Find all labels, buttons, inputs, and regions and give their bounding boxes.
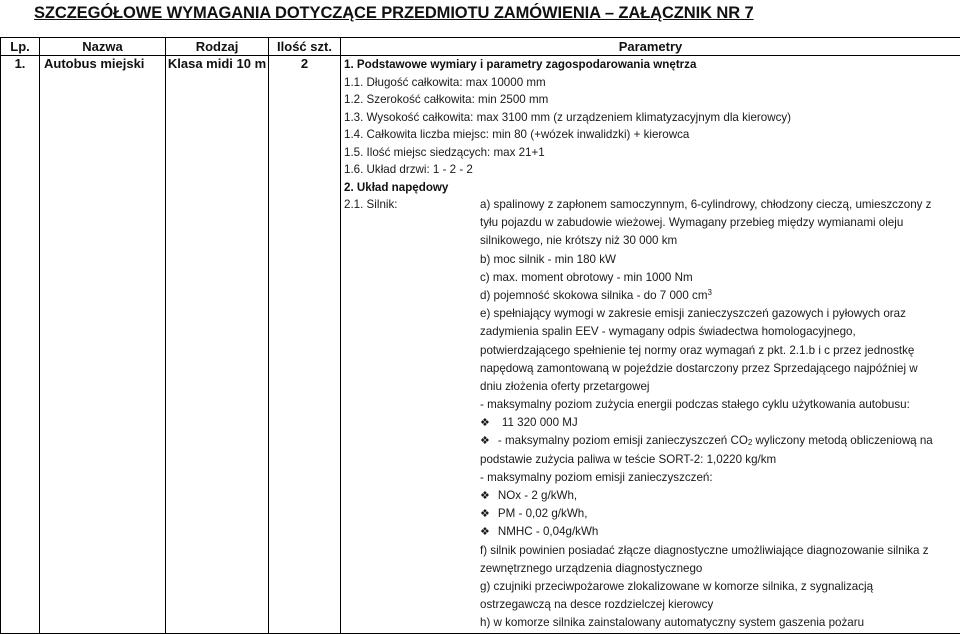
header-rodzaj: Rodzaj <box>166 38 269 56</box>
bullet-line <box>480 414 960 432</box>
diamond-bullet-icon: ❖ <box>480 490 490 502</box>
pm-value: PM - 0,02 g/kWh, <box>498 507 588 520</box>
param-1-6: 1.6. Układ drzwi: 1 - 2 - 2 <box>341 161 960 179</box>
bullet-line <box>480 523 960 541</box>
cell-lp: 1. <box>1 56 40 634</box>
silnik-line: a) spalinowy z zapłonem samoczynnym, 6-cylindrowy, chłodzony cieczą, umieszczony z <box>480 196 960 214</box>
cell-parametry <box>341 56 960 634</box>
silnik-line: g) czujniki przeciwpożarowe zlokalizowane w komorze silnika, z sygnalizacją <box>480 578 960 596</box>
header-lp: Lp. <box>1 38 40 56</box>
silnik-line: tyłu pojazdu w zabudowie wieżowej. Wymagany przebieg między wymianami oleju <box>480 214 960 232</box>
silnik-line: b) moc silnik - min 180 kW <box>480 251 960 269</box>
co2-subscript: 2 <box>748 438 752 447</box>
cell-ilosc: 2 <box>269 56 341 634</box>
silnik-line: zadymienia spalin EEV - wymagany odpis świadectwa homologacyjnego, <box>480 323 960 341</box>
cell-rodzaj: Klasa midi 10 m <box>166 56 269 634</box>
silnik-line: ostrzegawczą na desce rozdzielczej kierowcy <box>480 596 960 614</box>
diamond-bullet-icon: ❖ <box>480 435 490 447</box>
co2-text: - maksymalny poziom emisji zanieczyszczeń CO <box>498 434 748 447</box>
header-ilosc: Ilość szt. <box>269 38 341 56</box>
silnik-line: dniu złożenia oferty przetargowej <box>480 378 960 396</box>
table-header-row <box>1 38 960 56</box>
param-1-2: 1.2. Szerokość całkowita: min 2500 mm <box>341 91 960 109</box>
silnik-line: f) silnik powinien posiadać złącze diagnostyczne umożliwiające diagnozowanie silnika z <box>480 542 960 560</box>
silnik-line: potwierdzającego spełnienie tej normy oraz wymagań z pkt. 2.1.b i c przez jednostkę <box>480 342 960 360</box>
page-title: SZCZEGÓŁOWE WYMAGANIA DOTYCZĄCE PRZEDMIOTU ZAMÓWIENIA – ZAŁĄCZNIK NR 7 <box>34 4 754 23</box>
silnik-line: napędową zamontowaną w pojeździe dostarczony przez Sprzedającego najpóźniej w <box>480 360 960 378</box>
cubic-superscript: 3 <box>707 288 711 297</box>
bullet-line <box>480 432 960 450</box>
silnik-line <box>480 287 960 305</box>
diamond-bullet-icon: ❖ <box>480 526 490 538</box>
silnik-section <box>341 196 960 633</box>
silnik-line: - maksymalny poziom emisji zanieczyszczeń: <box>480 469 960 487</box>
silnik-line: - maksymalny poziom zużycia energii podczas stałego cyklu użytkowania autobusu: <box>480 396 960 414</box>
silnik-line: h) w komorze silnika zainstalowany automatyczny system gaszenia pożaru <box>480 614 960 632</box>
cell-nazwa: Autobus miejski <box>40 56 166 634</box>
silnik-line: zewnętrznego urządzenia diagnostycznego <box>480 560 960 578</box>
requirements-table <box>0 37 960 634</box>
param-2: 2. Układ napędowy <box>341 179 960 197</box>
nox-value: NOx - 2 g/kWh, <box>498 489 577 502</box>
table-row <box>1 56 960 634</box>
silnik-line: silnikowego, nie krótszy niż 30 000 km <box>480 232 960 250</box>
co2-text-cont: wyliczony metodą obliczeniową na <box>752 434 932 447</box>
diamond-bullet-icon: ❖ <box>480 417 490 429</box>
diamond-bullet-icon: ❖ <box>480 508 490 520</box>
bullet-line <box>480 505 960 523</box>
param-1-5: 1.5. Ilość miejsc siedzących: max 21+1 <box>341 144 960 162</box>
nmhc-value: NMHC - 0,04g/kWh <box>498 525 599 538</box>
param-1: 1. Podstawowe wymiary i parametry zagospodarowania wnętrza <box>341 56 960 74</box>
bullet-line <box>480 487 960 505</box>
param-1-1: 1.1. Długość całkowita: max 10000 mm <box>341 74 960 92</box>
energy-value: 11 320 000 MJ <box>502 416 578 429</box>
header-parametry: Parametry <box>341 38 960 56</box>
silnik-body <box>480 196 960 633</box>
pojemnosc-text: d) pojemność skokowa silnika - do 7 000 cm <box>480 289 707 302</box>
silnik-line: e) spełniający wymogi w zakresie emisji zanieczyszczeń gazowych i pyłowych oraz <box>480 305 960 323</box>
silnik-label: 2.1. Silnik: <box>341 196 480 214</box>
param-1-4: 1.4. Całkowita liczba miejsc: min 80 (+wózek inwalidzki) + kierowca <box>341 126 960 144</box>
header-nazwa: Nazwa <box>40 38 166 56</box>
silnik-line: c) max. moment obrotowy - min 1000 Nm <box>480 269 960 287</box>
silnik-line: podstawie zużycia paliwa w teście SORT-2: 1,0220 kg/km <box>480 451 960 469</box>
param-1-3: 1.3. Wysokość całkowita: max 3100 mm (z urządzeniem klimatyzacyjnym dla kierowcy) <box>341 109 960 127</box>
